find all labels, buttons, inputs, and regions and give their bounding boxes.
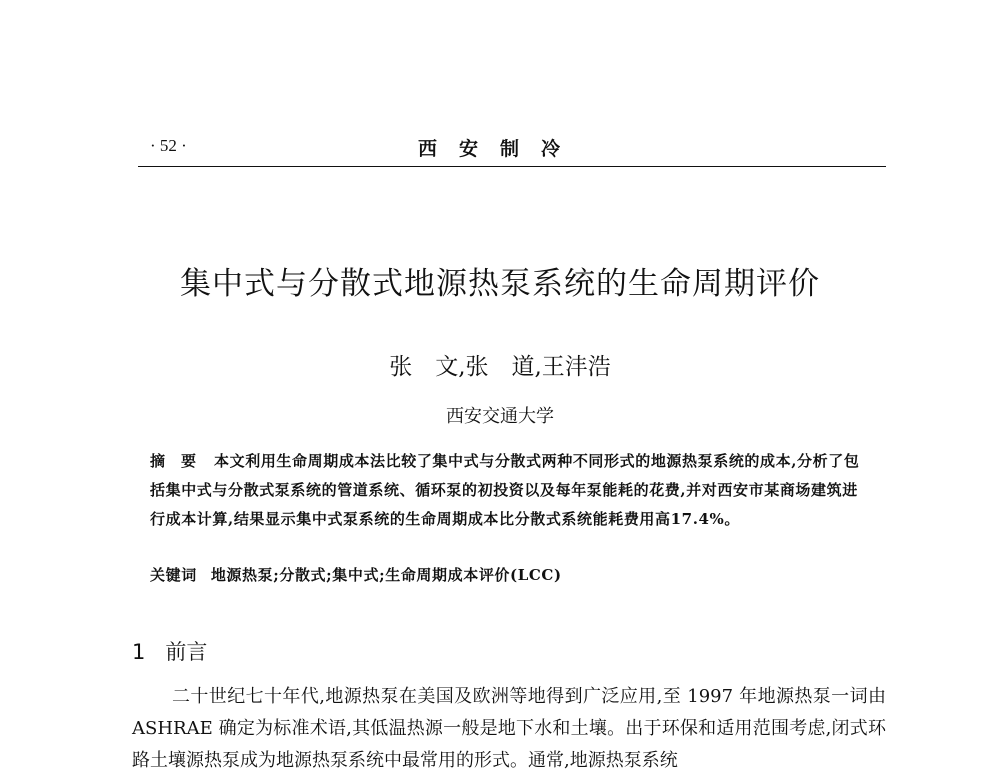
- abstract-text: 本文利用生命周期成本法比较了集中式与分散式两种不同形式的地源热泵系统的成本,分析了包括集中式与分散式泵系统的管道系统、循环泵的初投资以及每年泵能耗的花费,并对西安市某商场建筑进行成本计算,结果显示集中式泵系统的生命周期成本比分散式系统能耗费用高17.4%。: [150, 452, 860, 528]
- section-title: 前言: [165, 640, 208, 664]
- abstract-label: 摘要: [150, 452, 213, 470]
- header-rule: [138, 166, 886, 167]
- section-heading: [132, 636, 207, 666]
- page-number: · 52 ·: [150, 136, 187, 155]
- section-number: 1: [132, 640, 146, 664]
- authors: 张 文,张 道,王沣浩: [389, 354, 611, 380]
- keywords-text: 地源热泵;分散式;集中式;生命周期成本评价(LCC): [210, 566, 562, 584]
- journal-name: 西安制冷: [417, 138, 582, 160]
- affiliation: 西安交通大学: [446, 406, 554, 427]
- keywords: [150, 564, 868, 585]
- abstract: [150, 447, 868, 534]
- keywords-label: 关键词: [150, 566, 197, 584]
- article-title: 集中式与分散式地源热泵系统的生命周期评价: [180, 266, 820, 302]
- body-paragraph: 二十世纪七十年代,地源热泵在美国及欧洲等地得到广泛应用,至 1997 年地源热泵一词由 ASHRAE 确定为标准术语,其低温热源一般是地下水和土壤。出于环保和适用范围考虑,闭式环路土壤源热泵成为地源热泵系统中最常用的形式。通常,地源热泵系统: [132, 686, 886, 771]
